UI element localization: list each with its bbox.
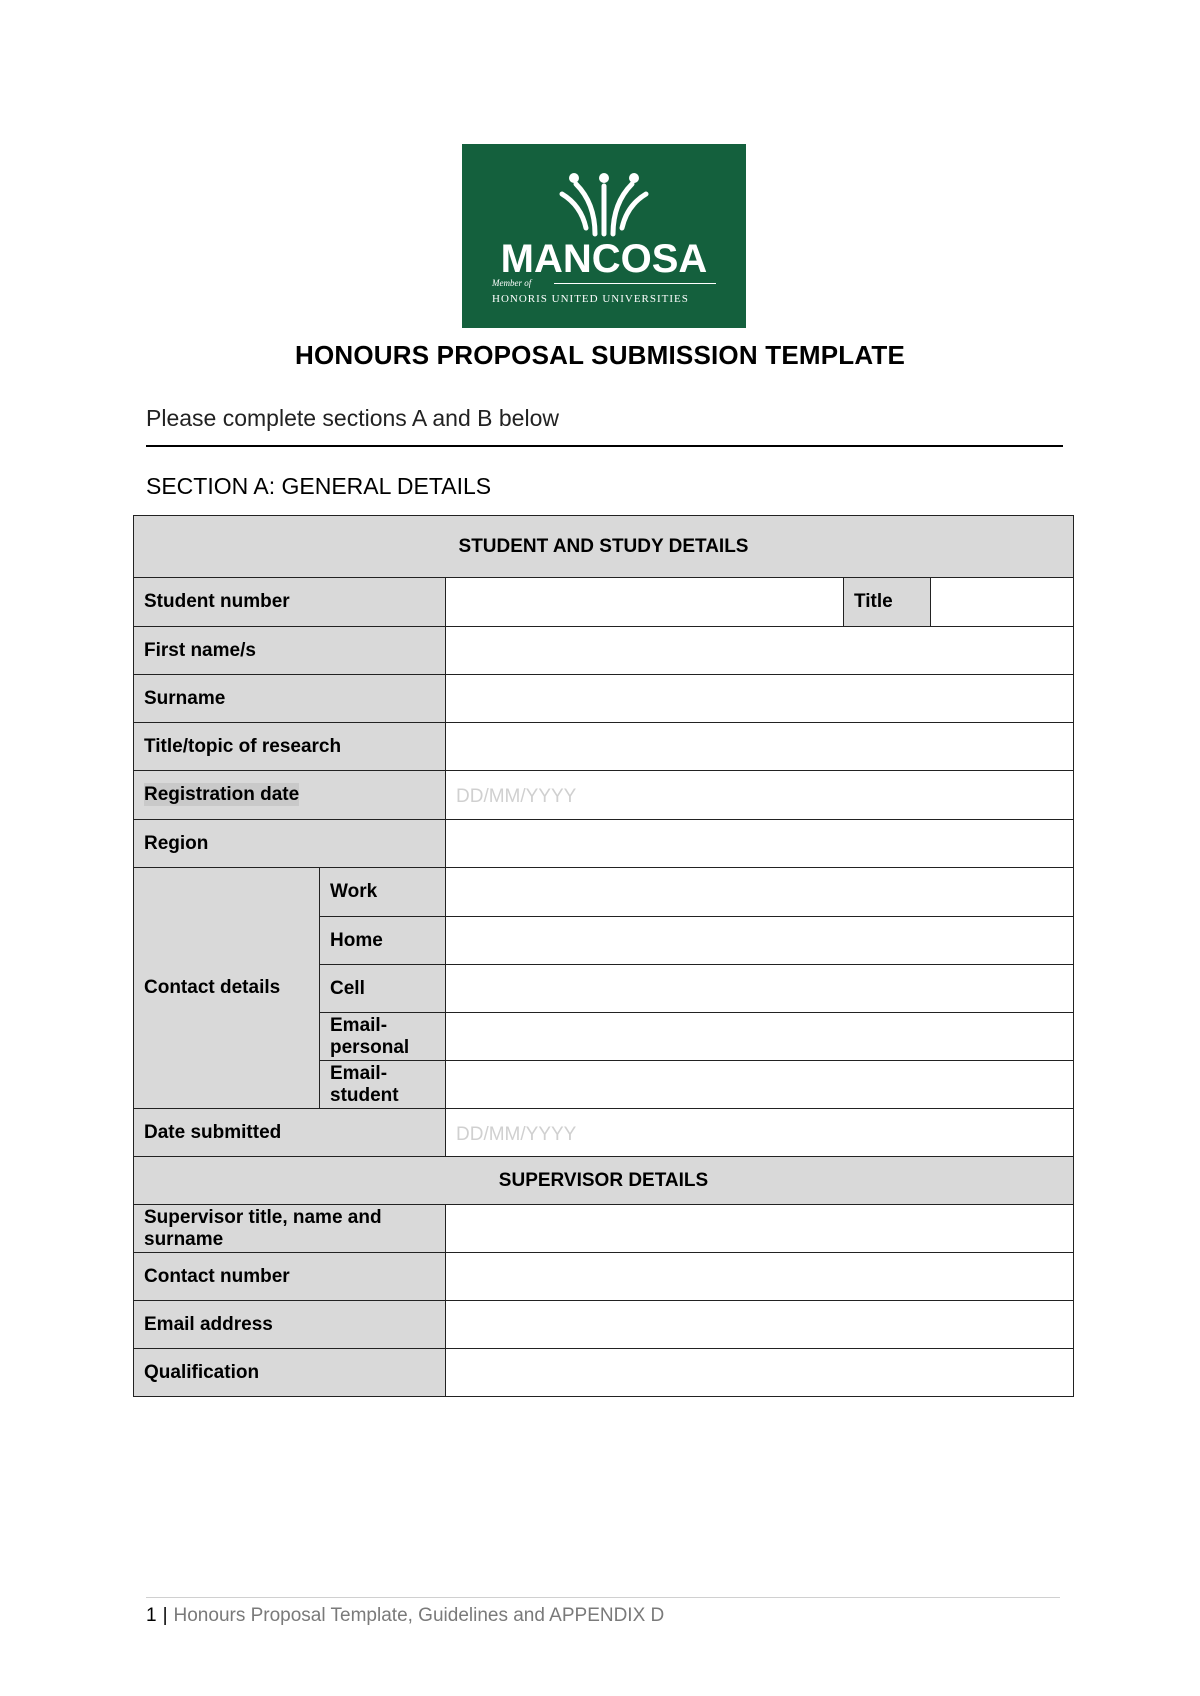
contact-details-label: Contact details xyxy=(134,868,320,1109)
date-submitted-field[interactable]: DD/MM/YYYY xyxy=(446,1109,1074,1157)
email-personal-label: Email-personal xyxy=(320,1013,446,1061)
date-submitted-label: Date submitted xyxy=(134,1109,446,1157)
emblem-icon xyxy=(562,184,646,234)
email-address-field[interactable] xyxy=(446,1301,1074,1349)
logo-network: HONORIS UNITED UNIVERSITIES xyxy=(492,293,689,305)
work-label: Work xyxy=(320,868,446,917)
footer-separator: | xyxy=(162,1605,168,1626)
cell-phone-field[interactable] xyxy=(446,965,1074,1013)
section-a-heading: SECTION A: GENERAL DETAILS xyxy=(146,473,492,499)
supervisor-name-field[interactable] xyxy=(446,1205,1074,1253)
instructions-text: Please complete sections A and B below xyxy=(146,405,559,431)
first-names-label: First name/s xyxy=(134,627,446,675)
document-title: HONOURS PROPOSAL SUBMISSION TEMPLATE xyxy=(294,340,906,370)
research-topic-field[interactable] xyxy=(446,723,1074,771)
email-address-label: Email address xyxy=(134,1301,446,1349)
registration-date-field[interactable]: DD/MM/YYYY xyxy=(446,771,1074,820)
work-phone-field[interactable] xyxy=(446,868,1074,917)
divider-line xyxy=(146,445,1063,447)
qualification-field[interactable] xyxy=(446,1349,1074,1397)
supervisor-details-header: SUPERVISOR DETAILS xyxy=(134,1157,1074,1205)
qualification-label: Qualification xyxy=(134,1349,446,1397)
email-personal-field[interactable] xyxy=(446,1013,1074,1061)
email-student-field[interactable] xyxy=(446,1061,1074,1109)
student-number-field[interactable] xyxy=(446,578,844,627)
surname-label: Surname xyxy=(134,675,446,723)
research-topic-label: Title/topic of research xyxy=(134,723,446,771)
student-number-label: Student number xyxy=(134,578,446,627)
logo-member-of: Member of xyxy=(492,278,532,288)
email-student-label: Email-student xyxy=(320,1061,446,1109)
title-label: Title xyxy=(844,578,931,627)
footer-divider xyxy=(146,1597,1060,1598)
first-names-field[interactable] xyxy=(446,627,1074,675)
contact-number-label: Contact number xyxy=(134,1253,446,1301)
home-label: Home xyxy=(320,917,446,965)
home-phone-field[interactable] xyxy=(446,917,1074,965)
page-number: 1 xyxy=(146,1605,157,1626)
page-footer xyxy=(146,1605,664,1627)
contact-number-field[interactable] xyxy=(446,1253,1074,1301)
registration-date-label xyxy=(134,771,446,820)
cell-label: Cell xyxy=(320,965,446,1013)
region-field[interactable] xyxy=(446,820,1074,868)
surname-field[interactable] xyxy=(446,675,1074,723)
general-details-table xyxy=(133,515,1074,1397)
region-label: Region xyxy=(134,820,446,868)
supervisor-name-label: Supervisor title, name and surname xyxy=(134,1205,446,1253)
mancosa-logo xyxy=(462,144,746,328)
footer-text: Honours Proposal Template, Guidelines and APPENDIX D xyxy=(173,1605,665,1626)
student-details-header: STUDENT AND STUDY DETAILS xyxy=(134,516,1074,578)
logo-brand: MANCOSA xyxy=(500,237,708,281)
title-field[interactable] xyxy=(931,578,1074,627)
registration-date-text: Registration date xyxy=(144,784,300,805)
